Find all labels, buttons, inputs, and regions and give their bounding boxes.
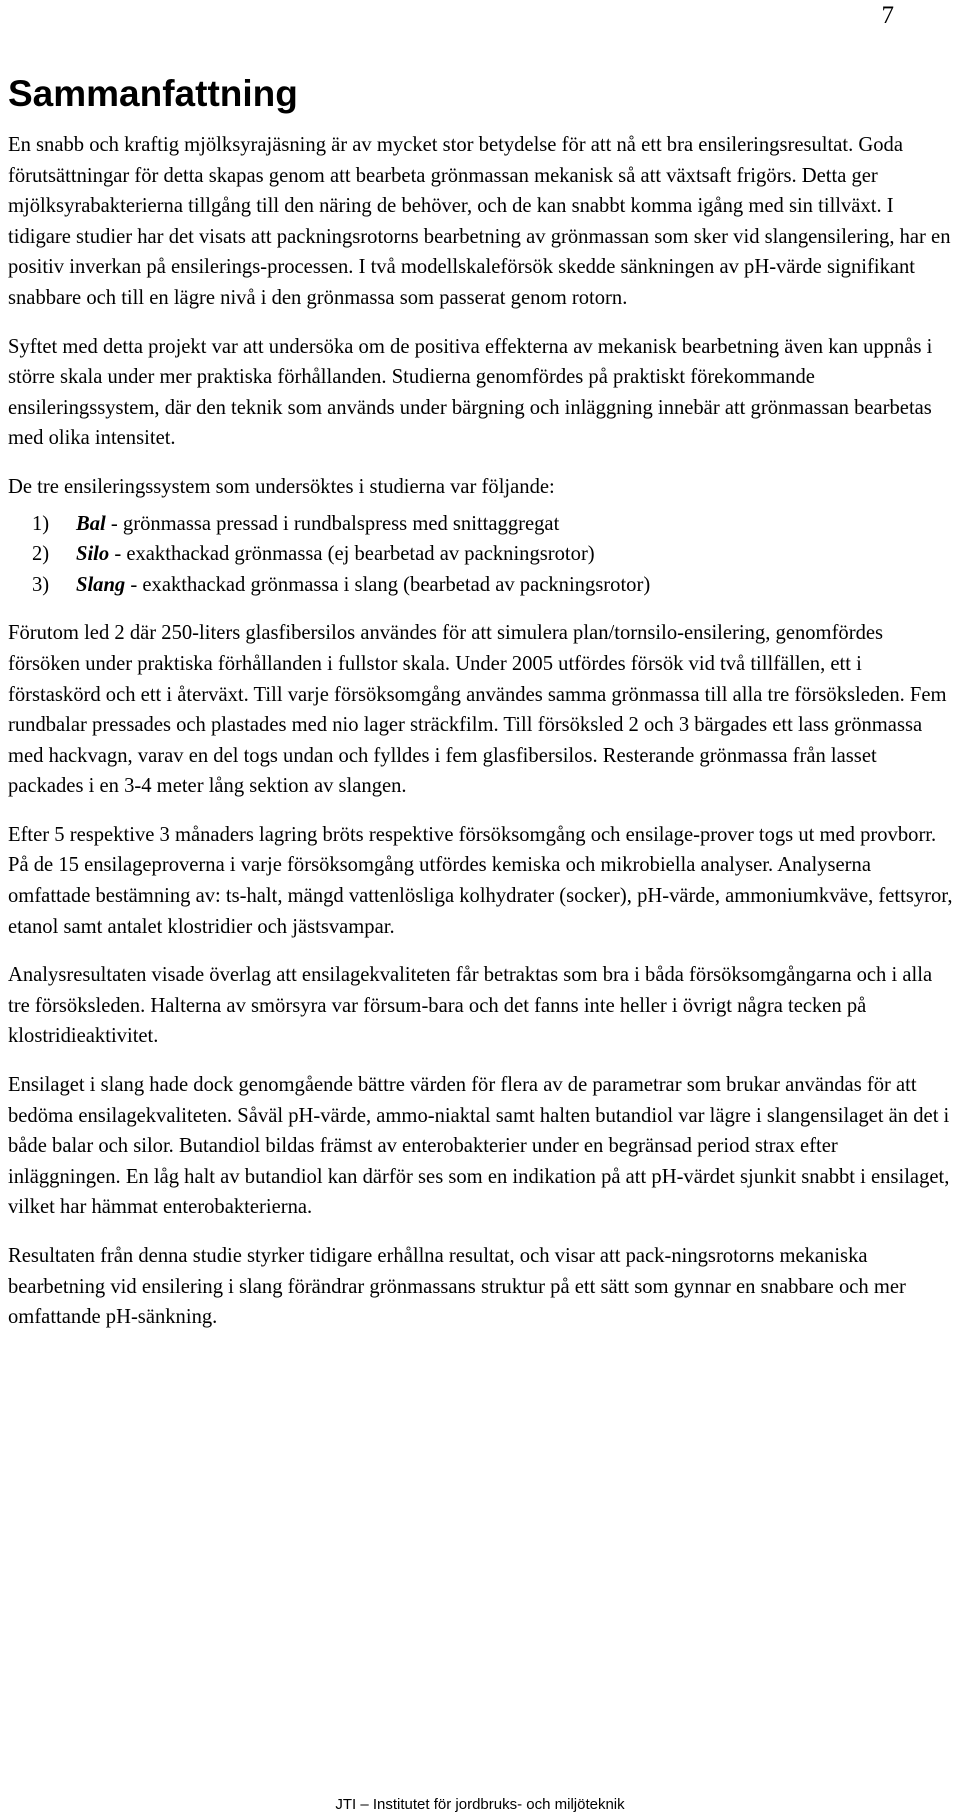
paragraph-intro: En snabb och kraftig mjölksyrajäsning är av mycket stor betydelse för att nå ett bra ensileringsresultat. Goda förutsättningar för detta skapas genom att bearbeta grönmassan mekanisk så att växtsaft frigörs. Detta ger mjölksyrabakterierna tillgång till den näring de behöver, och de kan snabbt komma igång med sin tillväxt. I tidigare studier har det visats att packningsrotorns bearbetning av grönmassan som sker vid slangensilering, har en positiv inverkan på ensilerings-processen. I två modellskaleförsök skedde sänkningen av pH-värde signifikant snabbare och till en lägre nivå i den grönmassa som passerat genom rotorn. <box>8 134 951 309</box>
page-number: 7 <box>881 2 894 29</box>
list-item-text: - grönmassa pressad i rundbalspress med snittaggregat <box>105 512 560 535</box>
list-item <box>8 539 953 570</box>
paragraph-systems-intro: De tre ensileringssystem som undersöktes i studierna var följande: <box>8 475 555 498</box>
list-item-text: - exakthackad grönmassa i slang (bearbetad av packningsrotor) <box>125 573 651 596</box>
list-item-number: 3) <box>32 573 50 596</box>
systems-list <box>8 509 953 601</box>
list-item-number: 1) <box>32 512 50 535</box>
list-item-text: - exakthackad grönmassa (ej bearbetad av packningsrotor) <box>109 543 595 566</box>
list-item-number: 2) <box>32 543 50 566</box>
page-title: Sammanfattning <box>8 73 298 114</box>
page-footer: JTI – Institutet för jordbruks- och miljöteknik <box>335 1796 625 1813</box>
list-item-term: Bal <box>76 512 106 535</box>
list-item <box>8 570 953 601</box>
paragraph-results-overall: Analysresultaten visade överlag att ensilagekvaliteten får betraktas som bra i båda försöksomgångarna och i alla tre försöksleden. Halterna av smörsyra var försum-bara och det fanns inte heller i övrigt några tecken på klostridieaktivitet. <box>8 964 933 1048</box>
paragraph-results-slang: Ensilaget i slang hade dock genomgående bättre värden för flera av de parametrar som brukar användas för att bedöma ensilagekvaliteten. Såväl pH-värde, ammo-niaktal samt halten butandiol var lägre i slangensilaget än det i både balar och silor. Butandiol bildas främst av enterobakterier under en begränsad period strax efter inläggningen. En låg halt av butandiol kan därför ses som en indikation på att pH-värdet sjunkit snabbt i ensilaget, vilket har hämmat enterobakterierna. <box>8 1074 950 1219</box>
document-body <box>8 72 953 1351</box>
paragraph-purpose: Syftet med detta projekt var att undersöka om de positiva effekterna av mekanisk bearbetning även kan uppnås i större skala under mer praktiska förhållanden. Studierna genomfördes på praktiskt förekommande ensileringssystem, där den teknik som används under bärgning och inläggning innebär att grönmassan bearbetas med olika intensitet. <box>8 335 933 450</box>
paragraph-conclusion: Resultaten från denna studie styrker tidigare erhållna resultat, och visar att pack-ningsrotorns mekaniska bearbetning vid ensilering i slang förändrar grönmassans struktur på ett sätt som gynnar en snabbare och mer omfattande pH-sänkning. <box>8 1245 906 1329</box>
list-item <box>8 509 953 540</box>
paragraph-sampling: Efter 5 respektive 3 månaders lagring bröts respektive försöksomgång och ensilage-prover togs ut med provborr. På de 15 ensilageproverna i varje försöksomgång utfördes kemiska och mikrobiella analyser. Analyserna omfattade bestämning av: ts-halt, mängd vattenlösliga kolhydrater (socker), pH-värde, ammoniumkväve, fettsyror, etanol samt antalet klostridier och jästsvampar. <box>8 823 953 938</box>
paragraph-method: Förutom led 2 där 250-liters glasfibersilos användes för att simulera plan/tornsilo-ensilering, genomfördes försöken under praktiska förhållanden i fullstor skala. Under 2005 utfördes försök vid två tillfällen, ett i förstaskörd och ett i återväxt. Till varje försöksomgång användes samma grönmassa till alla tre försöksleden. Fem rundbalar pressades och plastades med nio lager sträckfilm. Till försöksled 2 och 3 bärgades ett lass grönmassa med hackvagn, varav en del togs undan och fylldes i fem glasfibersilos. Resterande grönmassa från lasset packades i en 3-4 meter lång sektion av slangen. <box>8 622 947 798</box>
list-item-term: Slang <box>76 573 126 596</box>
list-item-term: Silo <box>76 543 110 566</box>
